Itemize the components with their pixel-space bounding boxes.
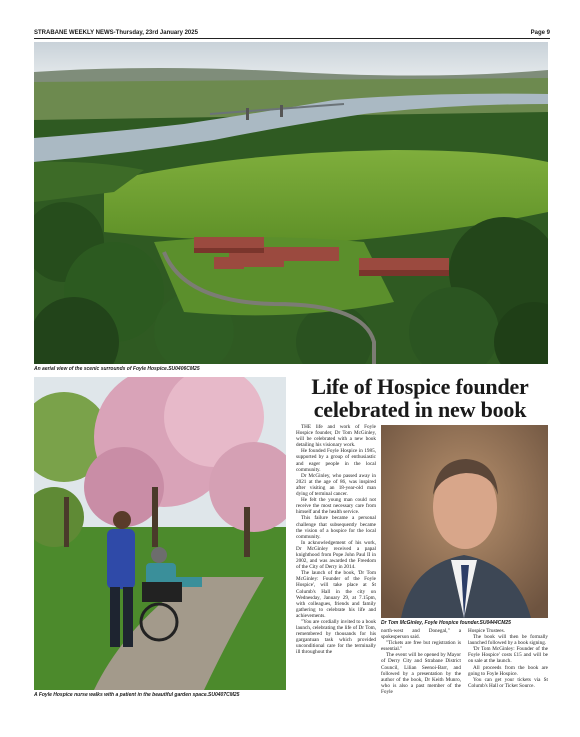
paragraph: He founded Foyle Hospice in 1985, supported by a group of enthusiastic and eager people in the local community. <box>296 448 376 473</box>
paragraph: "Tickets are free but registration is essential." <box>381 640 461 653</box>
article-headline: Life of Hospice founder celebrated in new book <box>311 374 529 422</box>
paragraph: "You are cordially invited to a book launch, celebrating the life of Dr Tom, remembered by thousands for his gargantuan task which provided unconditional care for the terminally ill throughout the <box>296 619 376 656</box>
garden-caption: A Foyle Hospice nurse walks with a patient in the beautiful garden space.SU0407CM25 <box>34 692 240 698</box>
page-header <box>34 30 550 42</box>
paragraph: THE life and work of Foyle Hospice founder, Dr Tom McGinley, will be celebrated with a new book detailing his visionary work. <box>296 424 376 449</box>
paragraph: The book will then be formally launched followed by a book signing. <box>468 634 548 647</box>
paragraph: He felt the young man could not receive the most necessary care from himself and the health service. <box>296 497 376 516</box>
portrait-caption: Dr Tom McGinley, Foyle Hospice founder.SU0444CM25 <box>381 620 511 626</box>
paragraph: north-west and Donegal," a spokesperson said. <box>381 628 461 641</box>
article-col-2 <box>381 628 461 695</box>
garden-photo <box>34 377 286 690</box>
masthead-date: STRABANE WEEKLY NEWS-Thursday, 23rd January 2025 <box>34 30 198 36</box>
paragraph: You can get your tickets via St Columb's Hall or Ticket Source. <box>468 676 548 689</box>
page-number: Page 9 <box>530 30 550 36</box>
paragraph: 'Dr Tom McGinley: Founder of the Foyle Hospice' costs £15 and will be on sale at the launch. <box>468 646 548 665</box>
article-col-1 <box>296 424 376 656</box>
aerial-photo <box>34 42 548 364</box>
founder-portrait <box>381 425 548 618</box>
paragraph: All proceeds from the book are going to Foyle Hospice. <box>468 664 548 677</box>
paragraph: In acknowledgement of his work, Dr McGinley received a papal knighthood from Pope John Paul II in 2002, and was awarded the Freedom of the City of Derry in 2014. <box>296 539 376 571</box>
header-rule <box>34 38 550 39</box>
paragraph: Dr McGinley, who passed away in 2021 at the age of 86, was inspired after visiting an 18-year-old man dying of terminal cancer. <box>296 472 376 498</box>
aerial-caption: An aerial view of the scenic surrounds of Foyle Hospice.SU0406CM25 <box>34 366 200 372</box>
paragraph: The event will be opened by Mayor of Derry City and Strabane District Council, Lilian Seenoi-Barr, and followed by a presentation by the author of the book, Dr Keith Munro, who is also a past member of the Foyle <box>381 652 461 695</box>
paragraph: Hospice Trustees. <box>468 628 505 634</box>
paragraph: This failure became a personal challenge that subsequently became the vision of a hospice for the local community. <box>296 515 376 540</box>
paragraph: The launch of the book, 'Dr Tom McGinley: Founder of the Foyle Hospice', will take place at St Columb's Hall in the city on Wednesday, January 29, at 7.15pm, with colleagues, friends and family gathering to celebrate his life and achievements. <box>296 570 376 619</box>
article-col-3 <box>468 628 548 689</box>
